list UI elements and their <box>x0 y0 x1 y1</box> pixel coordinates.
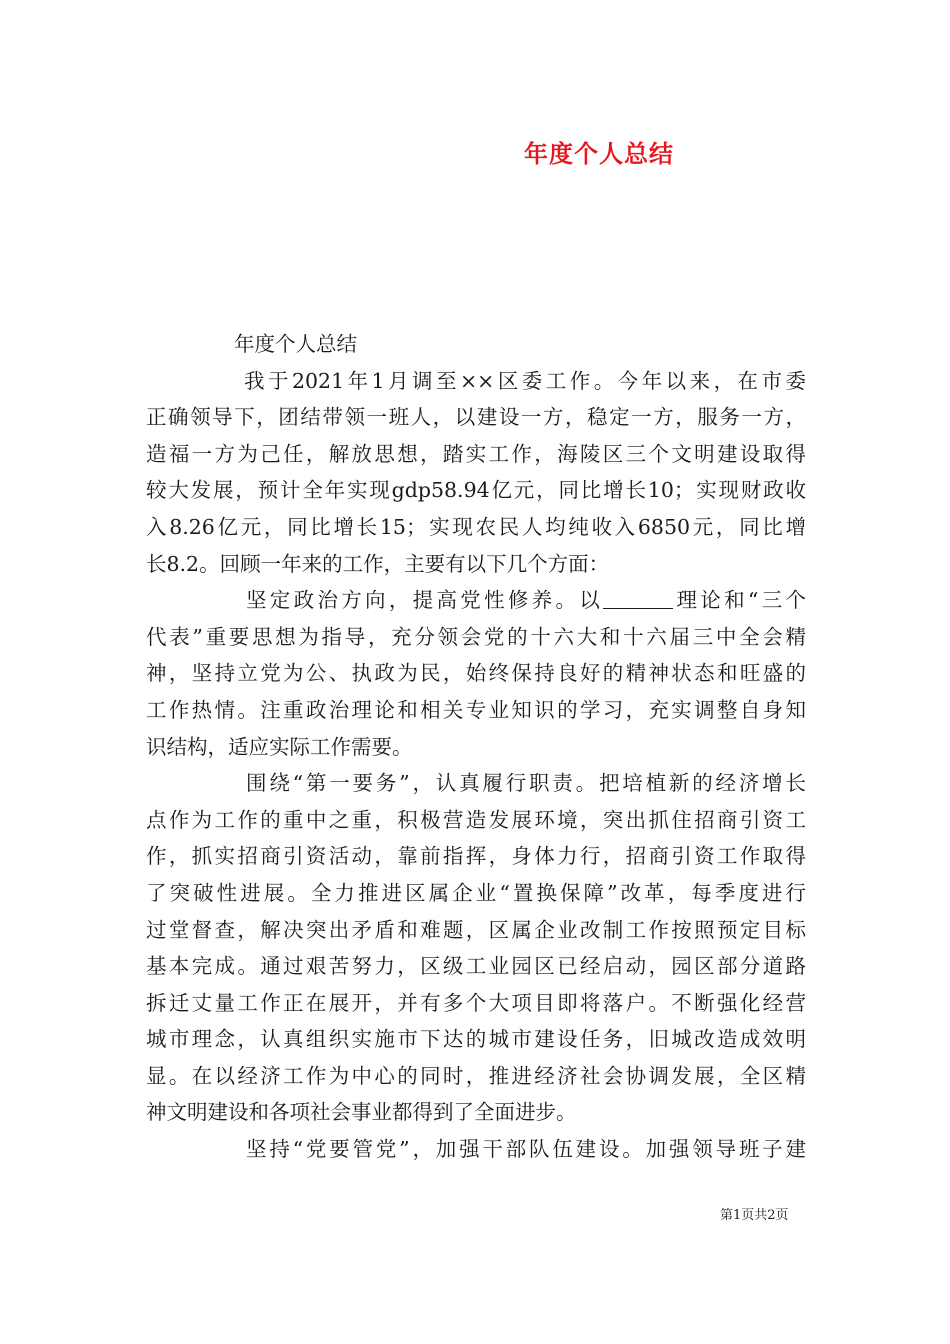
paragraph-line: 过堂督查，解决突出矛盾和难题，区属企业改制工作按照预定目标 <box>146 917 806 942</box>
paragraph-line <box>146 582 806 619</box>
document-title: 年度个人总结 <box>524 140 674 168</box>
document-subtitle: 年度个人总结 <box>234 332 357 356</box>
paragraph-line: 工作热情。注重政治理论和相关专业知识的学习，充实调整自身知 <box>146 697 806 722</box>
document-body <box>146 326 806 1168</box>
paragraph-line: 拆迁丈量工作正在展开，并有多个大项目即将落户。不断强化经营 <box>146 990 806 1015</box>
paragraph-line: 围绕“第一要务”，认真履行职责。把培植新的经济增长 <box>246 771 806 796</box>
paragraph-line: 长8.2。回顾一年来的工作，主要有以下几个方面： <box>146 551 610 576</box>
paragraph-text: 理论和“三个 <box>673 588 806 613</box>
paragraph-line: 坚持“党要管党”，加强干部队伍建设。加强领导班子建 <box>246 1137 806 1162</box>
paragraph-line: 入8.26亿元，同比增长15；实现农民人均纯收入6850元，同比增 <box>146 514 806 539</box>
paragraph-line: 作，抓实招商引资活动，靠前指挥，身体力行，招商引资工作取得 <box>146 844 806 869</box>
paragraph-line: 识结构，适应实际工作需要。 <box>146 734 413 759</box>
paragraph-line: 正确领导下，团结带领一班人，以建设一方，稳定一方，服务一方， <box>146 405 806 430</box>
paragraph-line: 神，坚持立党为公、执政为民，始终保持良好的精神状态和旺盛的 <box>146 661 806 686</box>
paragraph-line: 我于2021年1月调至××区委工作。今年以来，在市委 <box>244 368 806 393</box>
paragraph-line: 显。在以经济工作为中心的同时，推进经济社会协调发展，全区精 <box>146 1063 806 1088</box>
paragraph-line: 城市理念，认真组织实施市下达的城市建设任务，旧城改造成效明 <box>146 1027 806 1052</box>
paragraph-line: 基本完成。通过艰苦努力，区级工业园区已经启动，园区部分道路 <box>146 954 806 979</box>
paragraph-line: 造福一方为己任，解放思想，踏实工作，海陵区三个文明建设取得 <box>146 441 806 466</box>
paragraph-line: 点作为工作的重中之重，积极营造发展环境，突出抓住招商引资工 <box>146 807 806 832</box>
paragraph-line: 了突破性进展。全力推进区属企业“置换保障”改革，每季度进行 <box>146 880 806 905</box>
paragraph-line: 较大发展，预计全年实现gdp58.94亿元，同比增长10；实现财政收 <box>146 478 806 503</box>
fill-in-blank <box>603 588 673 609</box>
page-number: 第1页共2页 <box>720 1208 789 1223</box>
paragraph-line: 神文明建设和各项社会事业都得到了全面进步。 <box>146 1100 577 1125</box>
paragraph-text: 坚定政治方向，提高党性修养。以 <box>246 588 604 613</box>
paragraph-line: 代表”重要思想为指导，充分领会党的十六大和十六届三中全会精 <box>146 624 806 649</box>
